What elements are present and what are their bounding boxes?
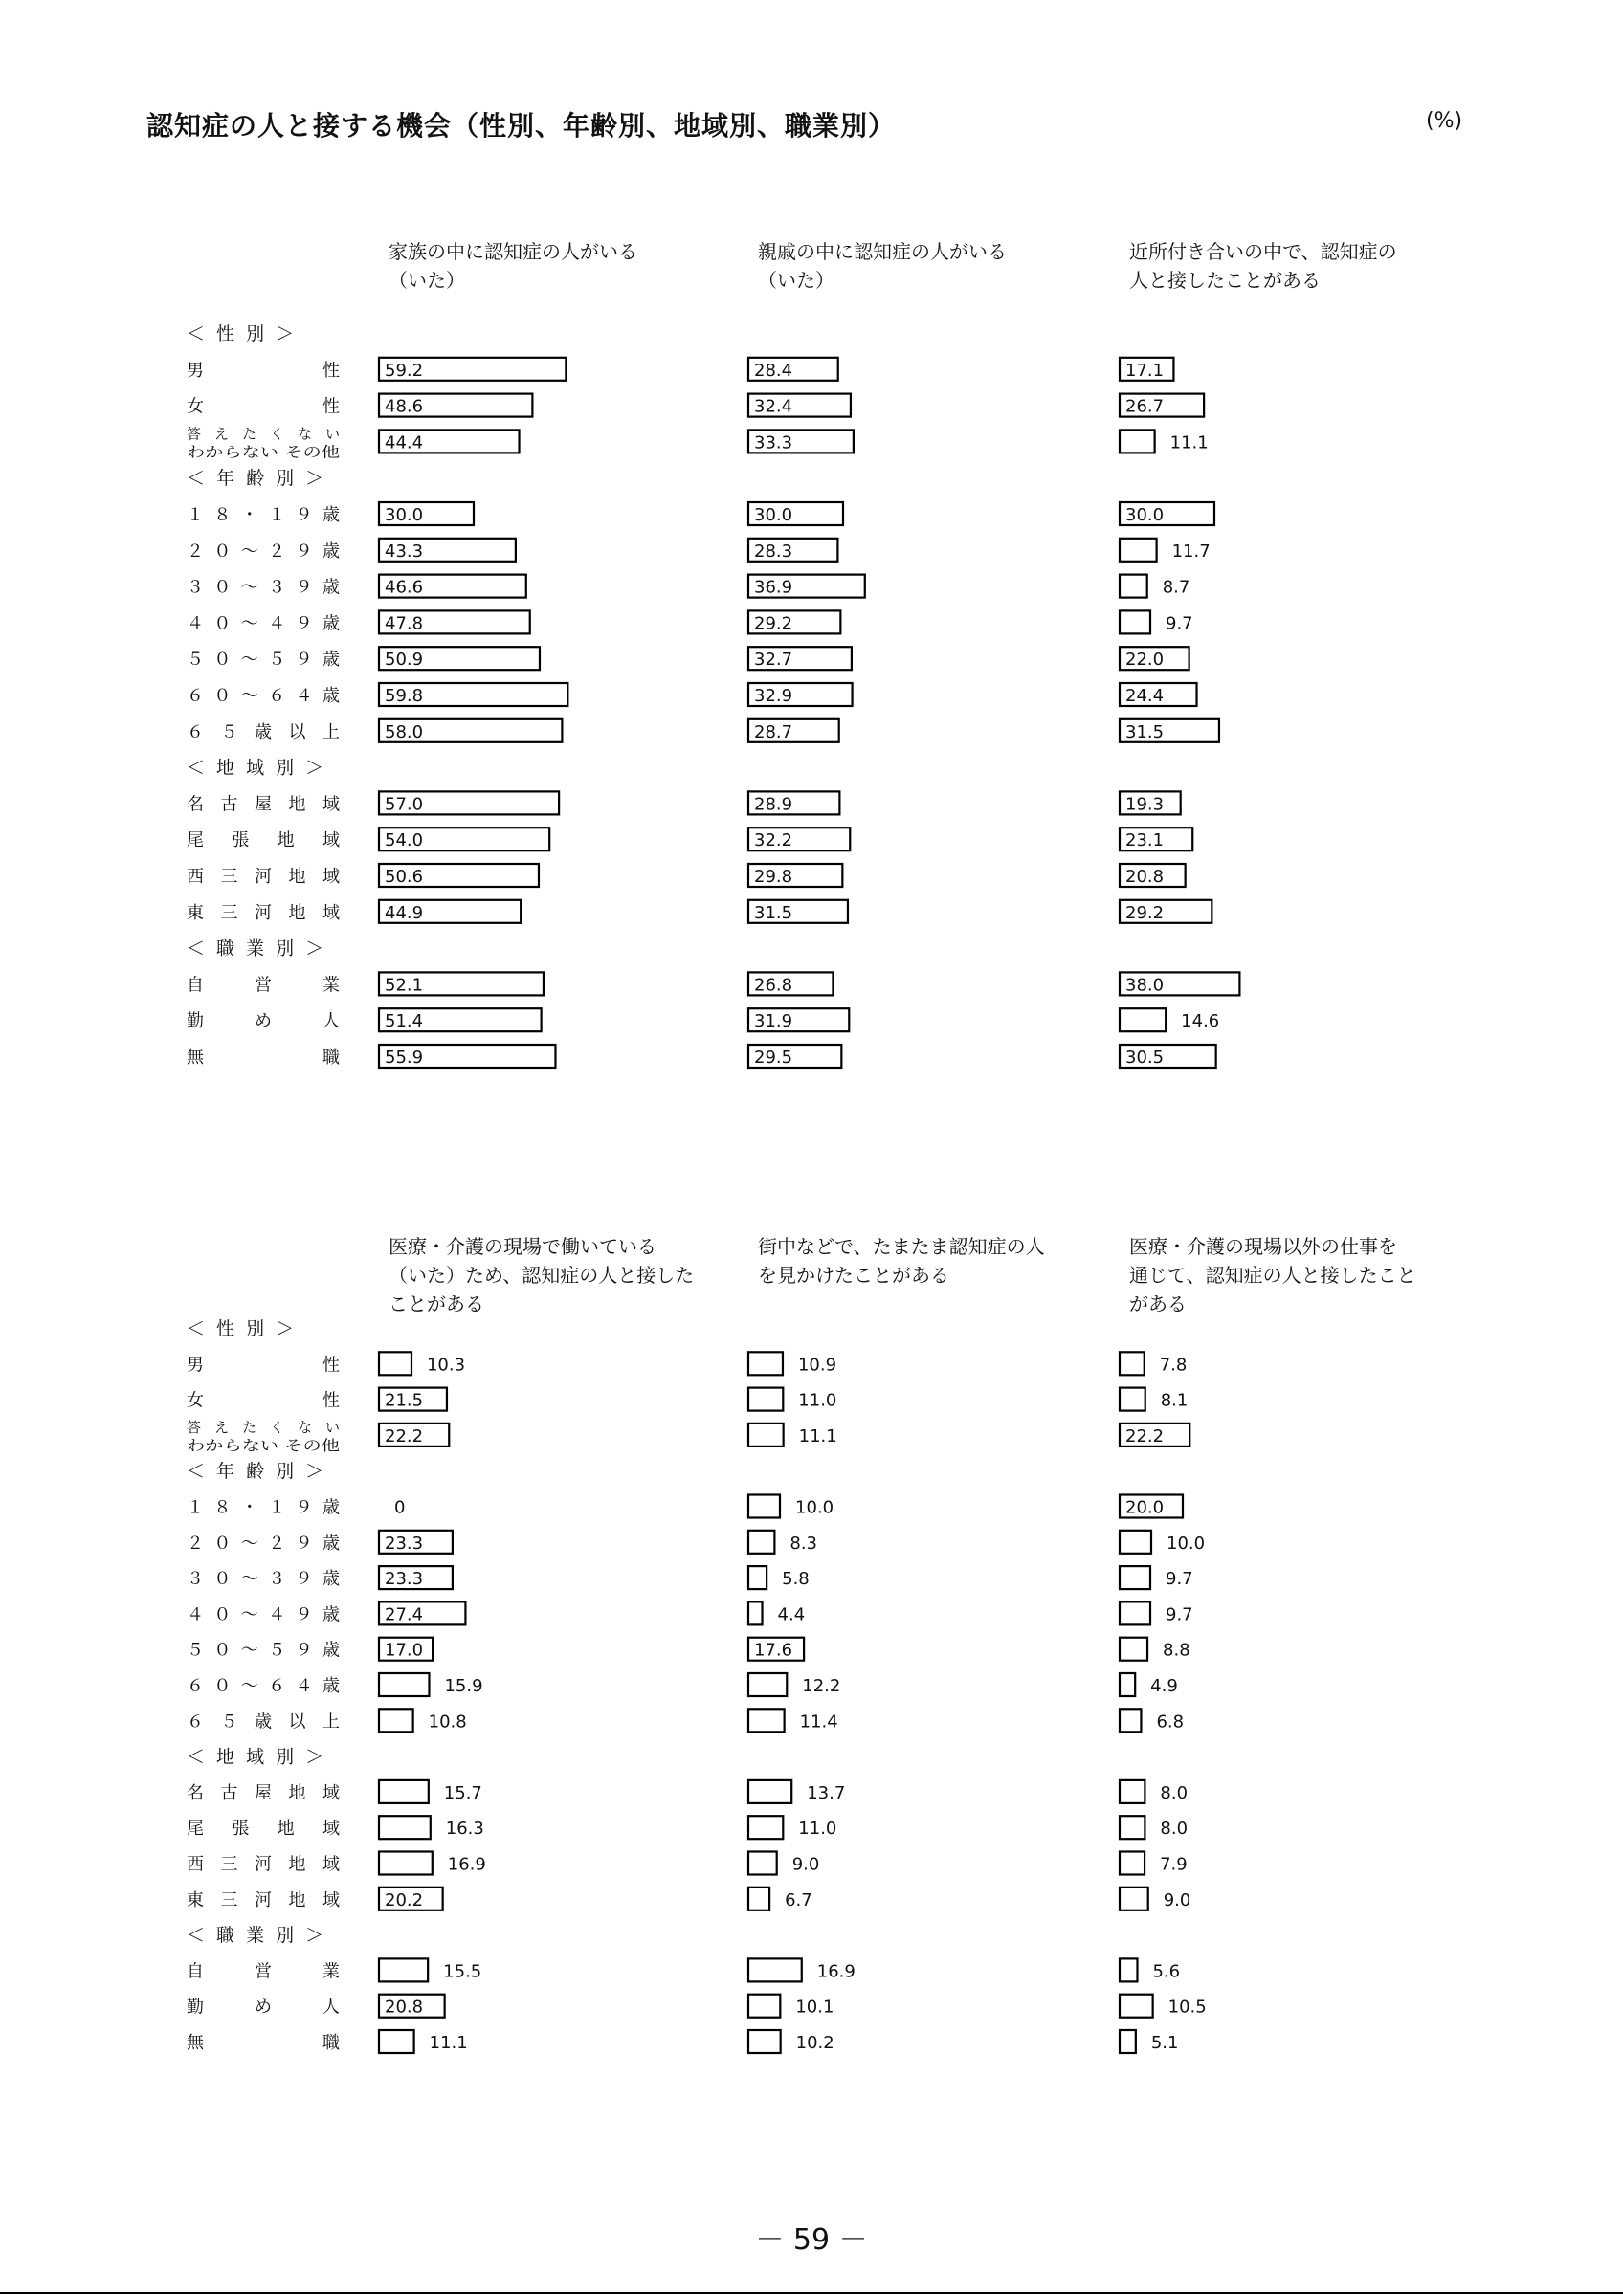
row-label: 答えたくない (187, 1418, 340, 1436)
bar (748, 1673, 787, 1696)
data-label: 28.4 (754, 360, 793, 381)
page-number: － 59 － (755, 2223, 868, 2257)
bar (379, 1352, 411, 1375)
data-label: 30.0 (1125, 505, 1165, 525)
section-label: ＜ 年 齢 別 ＞ (187, 1461, 327, 1483)
bar (748, 1601, 763, 1624)
data-label: 10.3 (426, 1355, 466, 1376)
data-label: 16.9 (816, 1961, 856, 1982)
data-label: 29.2 (1125, 902, 1165, 923)
row-label: ２０～２９歳 (187, 1533, 340, 1554)
data-label: 31.5 (754, 902, 793, 923)
bar (379, 1709, 413, 1732)
series-header-0: 医療・介護の現場で働いている (389, 1235, 656, 1258)
row-label: 西三河地域 (187, 867, 340, 887)
data-label: 30.0 (385, 505, 424, 525)
row-label: 女 性 (187, 396, 340, 417)
data-label: 33.3 (754, 432, 793, 453)
row-label: ５０～５９歳 (187, 650, 340, 671)
data-label: 6.7 (785, 1889, 812, 1910)
row-label: ６５歳以上 (187, 721, 340, 742)
section-label: ＜ 地 域 別 ＞ (187, 1746, 327, 1768)
data-label: 22.2 (1125, 1425, 1165, 1446)
bar (1120, 1008, 1166, 1031)
bar (1120, 610, 1150, 633)
data-label: 59.8 (385, 686, 424, 706)
row-label: 尾 張 地 域 (187, 830, 340, 851)
bar (748, 1388, 783, 1411)
series-header-0: ことがある (389, 1292, 484, 1315)
data-label: 10.1 (795, 1997, 834, 2018)
row-label: 勤 め 人 (187, 1011, 340, 1032)
data-label: 9.7 (1166, 1569, 1193, 1590)
row-label: 名古屋地域 (187, 1782, 340, 1803)
row-label: 女 性 (187, 1390, 340, 1411)
row-label: 尾 張 地 域 (187, 1819, 340, 1840)
bar (379, 1958, 428, 1981)
series-header-2: 医療・介護の現場以外の仕事を (1129, 1235, 1397, 1258)
data-label: 8.7 (1162, 577, 1190, 598)
data-label: 30.0 (754, 505, 793, 525)
data-label: 54.0 (385, 830, 424, 851)
data-label: 11.1 (798, 1425, 837, 1446)
data-label: 19.3 (1125, 794, 1165, 815)
data-label: 44.9 (385, 902, 424, 923)
bar (748, 2030, 781, 2053)
bar (1120, 1352, 1145, 1375)
row-label: 無 職 (187, 2033, 340, 2053)
data-label: 11.4 (799, 1711, 838, 1733)
data-label: 9.0 (1163, 1889, 1191, 1910)
row-label: ５０～５９歳 (187, 1640, 340, 1661)
series-header-1: 街中などで、たまたま認知症の人 (758, 1235, 1045, 1258)
data-label: 51.4 (385, 1011, 424, 1032)
data-label: 10.5 (1167, 1997, 1207, 2018)
data-label: 15.5 (443, 1961, 482, 1982)
chart-top (0, 230, 1623, 1091)
bar (379, 1780, 429, 1803)
row-label: 東三河地域 (187, 1889, 340, 1910)
row-label: ３０～３９歳 (187, 577, 340, 598)
data-label: 22.0 (1125, 650, 1165, 671)
data-label: 4.9 (1150, 1676, 1178, 1696)
data-label: 15.7 (443, 1782, 482, 1803)
bar (748, 1495, 780, 1518)
data-label: 8.3 (789, 1533, 818, 1554)
bar (748, 1566, 767, 1589)
data-label: 23.3 (385, 1533, 424, 1554)
data-label: 17.1 (1125, 360, 1165, 381)
bar (1120, 1566, 1150, 1589)
series-header-1: 親戚の中に認知症の人がいる (758, 240, 1007, 263)
bar (1120, 2030, 1136, 2053)
data-label: 58.0 (385, 721, 424, 742)
data-label: 26.8 (754, 975, 793, 996)
data-label: 0 (394, 1497, 406, 1518)
row-label: 勤 め 人 (187, 1997, 340, 2018)
bar (748, 1352, 783, 1375)
data-label: 24.4 (1125, 686, 1165, 706)
series-header-2: 人と接したことがある (1129, 269, 1321, 292)
data-label: 30.5 (1125, 1048, 1165, 1068)
row-label: ２０～２９歳 (187, 541, 340, 562)
data-label: 16.9 (447, 1854, 486, 1875)
row-label: ４０～４９歳 (187, 1604, 340, 1625)
data-label: 6.8 (1156, 1711, 1185, 1733)
row-label: ６０～６４歳 (187, 1676, 340, 1696)
section-label: ＜ 地 域 別 ＞ (187, 757, 327, 779)
bar (1120, 1888, 1148, 1910)
row-label: 名古屋地域 (187, 794, 340, 815)
data-label: 9.7 (1166, 1604, 1193, 1625)
data-label: 20.8 (1125, 867, 1165, 887)
data-label: 11.0 (798, 1819, 837, 1840)
bar (1120, 539, 1157, 562)
data-label: 10.0 (795, 1497, 834, 1518)
row-label: １８・１９歳 (187, 1497, 340, 1518)
bar (1120, 1780, 1145, 1803)
bar (748, 1531, 774, 1554)
section-label: ＜ 職 業 別 ＞ (187, 938, 327, 960)
row-label: ６５歳以上 (187, 1711, 340, 1733)
data-label: 32.2 (754, 830, 793, 851)
row-label: 西三河地域 (187, 1854, 340, 1875)
data-label: 50.6 (385, 867, 424, 887)
data-label: 20.0 (1125, 1497, 1165, 1518)
data-label: 7.9 (1160, 1854, 1188, 1875)
data-label: 29.8 (754, 867, 793, 887)
row-label: わからない その他 (187, 1436, 340, 1454)
bar (1120, 1995, 1153, 2018)
section-label: ＜ 年 齢 別 ＞ (187, 468, 327, 490)
data-label: 12.2 (802, 1676, 841, 1696)
data-label: 32.7 (754, 650, 793, 671)
data-label: 47.8 (385, 613, 424, 634)
bar (748, 1852, 777, 1875)
bar (748, 1995, 780, 2018)
bar (379, 1852, 433, 1875)
data-label: 15.9 (444, 1676, 483, 1696)
data-label: 50.9 (385, 650, 424, 671)
bar (379, 1816, 431, 1839)
bar (1120, 1638, 1147, 1661)
data-label: 55.9 (385, 1048, 424, 1068)
section-label: ＜ 性 別 ＞ (187, 323, 298, 344)
data-label: 17.0 (385, 1640, 424, 1661)
data-label: 57.0 (385, 794, 424, 815)
bar (1120, 1709, 1141, 1732)
data-label: 11.1 (429, 2033, 468, 2053)
data-label: 5.1 (1150, 2033, 1179, 2053)
bar (379, 2030, 414, 2053)
data-label: 31.5 (1125, 721, 1165, 742)
data-label: 5.8 (782, 1569, 810, 1590)
data-label: 28.7 (754, 721, 793, 742)
bottom-rule (0, 2292, 1623, 2294)
data-label: 28.3 (754, 541, 793, 562)
data-label: 46.6 (385, 577, 424, 598)
data-label: 11.0 (798, 1390, 837, 1411)
data-label: 31.9 (754, 1011, 793, 1032)
data-label: 4.4 (777, 1604, 806, 1625)
data-label: 10.8 (428, 1711, 467, 1733)
data-label: 22.2 (385, 1425, 424, 1446)
data-label: 36.9 (754, 577, 793, 598)
chart-bottom (0, 1225, 1623, 2114)
data-label: 8.0 (1160, 1782, 1189, 1803)
data-label: 20.8 (385, 1997, 424, 2018)
row-label: 東三河地域 (187, 902, 340, 923)
bar (1120, 1852, 1145, 1875)
data-label: 32.9 (754, 686, 793, 706)
data-label: 8.1 (1160, 1390, 1189, 1411)
row-label: ４０～４９歳 (187, 613, 340, 634)
row-label: ３０～３９歳 (187, 1569, 340, 1590)
data-label: 23.3 (385, 1569, 424, 1590)
data-label: 59.2 (385, 360, 424, 381)
data-label: 13.7 (807, 1782, 846, 1803)
series-header-0: （いた） (389, 269, 465, 292)
bar (748, 1816, 783, 1839)
page-title: 認知症の人と接する機会（性別、年齢別、地域別、職業別） (146, 110, 897, 142)
data-label: 52.1 (385, 975, 424, 996)
data-label: 44.4 (385, 432, 424, 453)
data-label: 32.4 (754, 396, 793, 417)
data-label: 11.7 (1171, 541, 1211, 562)
data-label: 28.9 (754, 794, 793, 815)
data-label: 20.2 (385, 1889, 424, 1910)
row-label: わからない その他 (187, 443, 340, 461)
bar (1120, 1958, 1137, 1981)
bar (748, 1958, 802, 1981)
data-label: 14.6 (1181, 1011, 1220, 1032)
series-header-1: を見かけたことがある (758, 1264, 949, 1287)
data-label: 48.6 (385, 396, 424, 417)
series-header-2: がある (1129, 1292, 1187, 1315)
row-label: 答えたくない (187, 425, 340, 443)
data-label: 26.7 (1125, 396, 1165, 417)
row-label: 男 性 (187, 1355, 340, 1376)
data-label: 9.7 (1166, 613, 1193, 634)
data-label: 11.1 (1169, 432, 1209, 453)
data-label: 10.9 (797, 1355, 837, 1376)
data-label: 8.8 (1163, 1640, 1190, 1661)
unit-label: (%) (1426, 109, 1463, 133)
series-header-2: 通じて、認知症の人と接したこと (1129, 1264, 1416, 1287)
series-header-1: （いた） (758, 269, 834, 292)
bar (748, 1709, 785, 1732)
data-label: 21.5 (385, 1390, 424, 1411)
series-header-2: 近所付き合いの中で、認知症の (1129, 240, 1397, 263)
bar (1120, 430, 1155, 453)
data-label: 9.0 (791, 1854, 820, 1875)
bar (748, 1424, 784, 1446)
bar (748, 1888, 769, 1910)
bar (1120, 1531, 1151, 1554)
bar (748, 1780, 791, 1803)
data-label: 43.3 (385, 541, 424, 562)
data-label: 38.0 (1125, 975, 1165, 996)
series-header-0: （いた）ため、認知症の人と接した (389, 1264, 695, 1287)
data-label: 16.3 (445, 1819, 484, 1840)
data-label: 27.4 (385, 1604, 424, 1625)
section-label: ＜ 職 業 別 ＞ (187, 1925, 327, 1947)
data-label: 7.8 (1159, 1355, 1188, 1376)
row-label: 男 性 (187, 360, 340, 381)
data-label: 5.6 (1152, 1961, 1181, 1982)
data-label: 8.0 (1160, 1819, 1189, 1840)
data-label: 17.6 (754, 1640, 793, 1661)
bar (1120, 575, 1147, 598)
row-label: 自 営 業 (187, 975, 340, 996)
bar (1120, 1601, 1150, 1624)
data-label: 29.5 (754, 1048, 793, 1068)
row-label: １８・１９歳 (187, 505, 340, 525)
bar (379, 1673, 429, 1696)
series-header-0: 家族の中に認知症の人がいる (389, 240, 637, 263)
row-label: ６０～６４歳 (187, 686, 340, 706)
data-label: 29.2 (754, 613, 793, 634)
data-label: 10.2 (795, 2033, 834, 2053)
bar (1120, 1816, 1145, 1839)
row-label: 無 職 (187, 1048, 340, 1068)
data-label: 10.0 (1167, 1533, 1206, 1554)
bar (1120, 1673, 1135, 1696)
row-label: 自 営 業 (187, 1961, 340, 1982)
section-label: ＜ 性 別 ＞ (187, 1318, 298, 1339)
data-label: 23.1 (1125, 830, 1165, 851)
bar (1120, 1388, 1145, 1411)
